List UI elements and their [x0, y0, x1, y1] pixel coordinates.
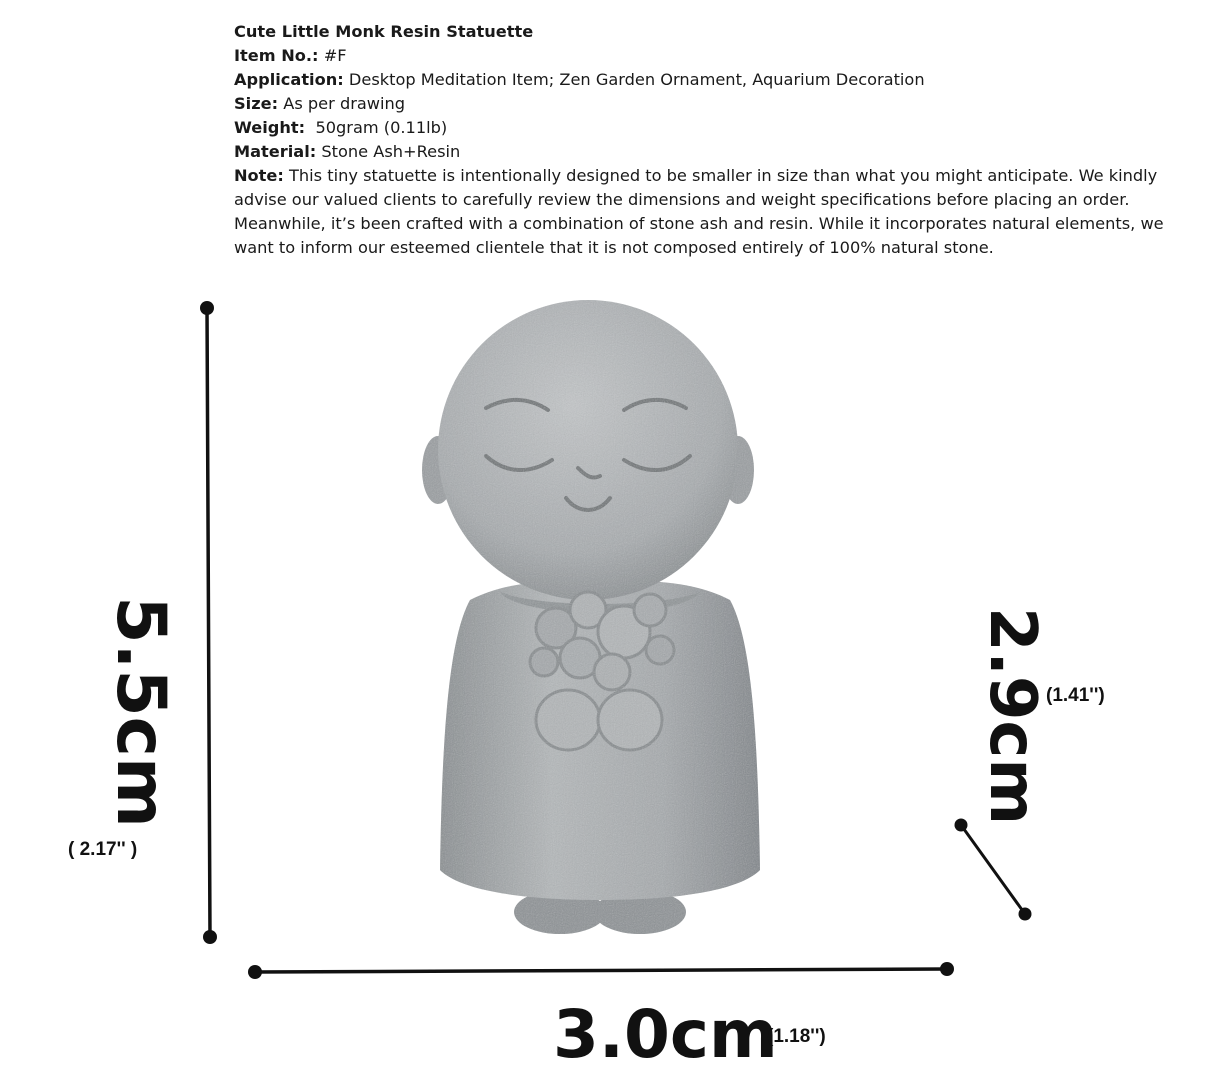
height-line-bottom-dot — [203, 930, 217, 944]
statuette-head — [438, 300, 738, 600]
item-no-label: Item No.: — [234, 46, 319, 65]
depth-dimension-line — [961, 825, 1025, 914]
note-value: This tiny statuette is intentionally designed to be smaller in size than what you might anticipate. We kindly advise our valued clients to carefully review the dimensions and weight specifications before placing an order. Meanwhile, it’s been crafted with a combination of stone ash and resin. While it incorporates natural elements, we want to inform our esteemed clientele that it is not composed entirely of 100% natural stone. — [234, 166, 1164, 257]
weight-label: Weight: — [234, 118, 306, 137]
weight-value: 50gram (0.11lb) — [315, 118, 448, 137]
depth-cm-label: 2.9cm — [975, 607, 1049, 825]
product-title: Cute Little Monk Resin Statuette — [234, 22, 534, 41]
application-label: Application: — [234, 70, 344, 89]
material-label: Material: — [234, 142, 317, 161]
depth-inch-label: (1.41'') — [1046, 685, 1105, 706]
width-cm-label: 3.0cm — [553, 996, 778, 1073]
depth-line-top-dot — [955, 819, 968, 832]
monk-statuette-image — [422, 300, 760, 934]
application-value: Desktop Meditation Item; Zen Garden Ornament, Aquarium Decoration — [348, 70, 925, 89]
depth-line-bottom-dot — [1019, 908, 1032, 921]
width-dimension-line — [255, 969, 947, 972]
item-no-value: #F — [323, 46, 347, 65]
height-inch-label: ( 2.17'' ) — [68, 839, 138, 860]
height-dimension-line — [207, 308, 210, 937]
width-line-left-dot — [248, 965, 262, 979]
width-inch-label: (1.18'') — [767, 1026, 826, 1047]
size-value: As per drawing — [283, 94, 406, 113]
height-cm-label: 5.5cm — [101, 596, 180, 828]
material-value: Stone Ash+Resin — [321, 142, 461, 161]
height-line-top-dot — [200, 301, 214, 315]
note-label: Note: — [234, 166, 284, 185]
width-line-right-dot — [940, 962, 954, 976]
size-label: Size: — [234, 94, 279, 113]
